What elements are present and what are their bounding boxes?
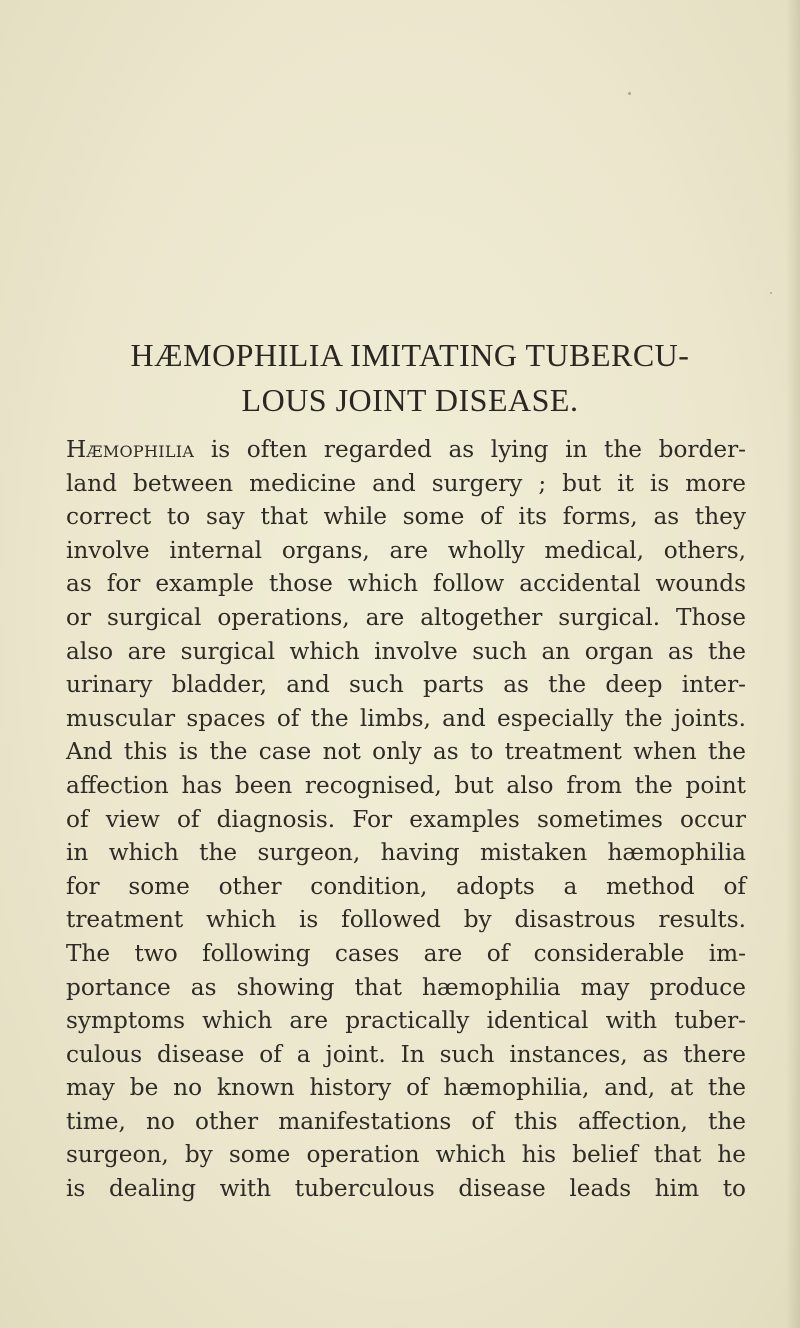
text-line: as for example those which follow accidental wounds	[66, 570, 746, 598]
text-line: of view of diagnosis. For examples sometimes occur	[66, 805, 746, 833]
paper-speck	[628, 92, 631, 95]
text-line: And this is the case not only as to treatment when the	[66, 738, 746, 766]
page-title	[60, 333, 760, 423]
paper-speck	[770, 292, 772, 294]
text-line: culous disease of a joint. In such instances, as there	[66, 1040, 746, 1068]
text-line: is dealing with tuberculous disease leads him to	[66, 1175, 746, 1203]
text-line: time, no other manifestations of this affection, the	[66, 1107, 746, 1135]
text-line	[66, 433, 746, 467]
body-paragraph	[66, 433, 746, 1206]
text-line: symptoms which are practically identical with tuber-	[66, 1007, 746, 1035]
text-line: or surgical operations, are altogether surgical. Those	[66, 603, 746, 631]
lead-word: Hæmophilia	[66, 436, 195, 463]
text-line: urinary bladder, and such parts as the deep inter-	[66, 671, 746, 699]
title-line: LOUS JOINT DISEASE.	[241, 382, 579, 418]
text-line: for some other condition, adopts a method of	[66, 872, 746, 900]
text-line: also are surgical which involve such an organ as the	[66, 637, 746, 665]
text-line: correct to say that while some of its forms, as they	[66, 503, 746, 531]
text-line: portance as showing that hæmophilia may produce	[66, 973, 746, 1001]
text-line: treatment which is followed by disastrous results.	[66, 906, 746, 934]
text-line-rest: is often regarded as lying in the border-	[194, 436, 746, 463]
text-line: affection has been recognised, but also from the point	[66, 771, 746, 799]
text-line: involve internal organs, are wholly medical, others,	[66, 536, 746, 564]
text-line: in which the surgeon, having mistaken hæmophilia	[66, 839, 746, 867]
text-line: surgeon, by some operation which his belief that he	[66, 1141, 746, 1169]
text-line: may be no known history of hæmophilia, and, at the	[66, 1074, 746, 1102]
text-line: land between medicine and surgery ; but it is more	[66, 469, 746, 497]
text-line: The two following cases are of considerable im-	[66, 939, 746, 967]
text-line: muscular spaces of the limbs, and especially the joints.	[66, 704, 746, 732]
page-edge-shadow	[786, 0, 800, 1328]
title-line: HÆMOPHILIA IMITATING TUBERCU-	[130, 337, 690, 373]
